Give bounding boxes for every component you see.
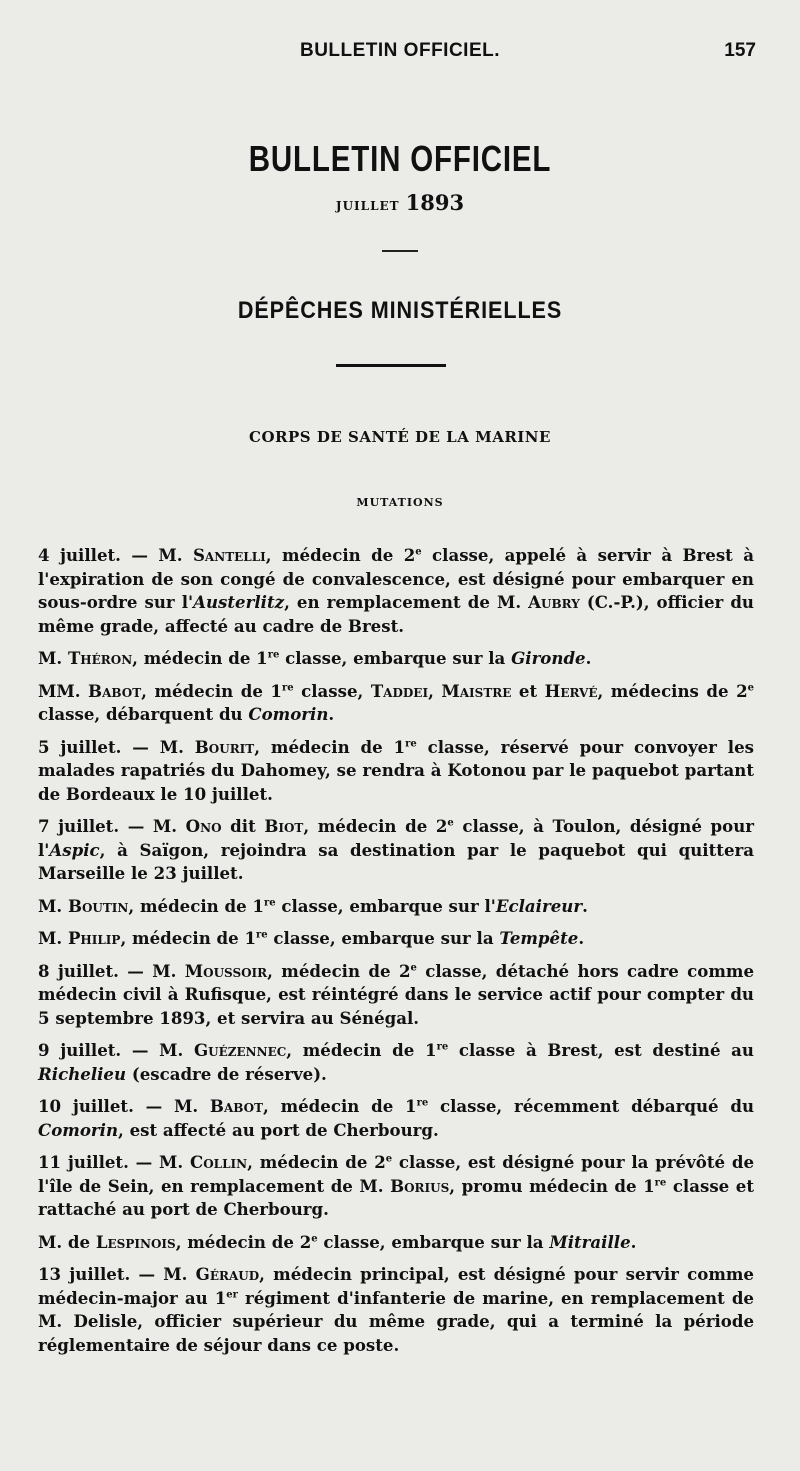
entry-text: , médecin principal, est désigné pour servir comme médecin-major au 1 [38,1264,754,1308]
ordinal-suffix: e [447,817,454,829]
entry-text: , en remplacement de M. [284,592,529,612]
running-header-title: BULLETIN OFFICIEL. [299,40,501,61]
person-name: Collin [190,1152,248,1172]
ship-name: Comorin [38,1119,119,1140]
entry-text: , à Saïgon, rejoindra sa destination par le paquebot qui quittera Marseille le 23 juillet. [38,839,754,883]
entry-text: 11 juillet. — M. [38,1152,190,1172]
entry-text: . [328,704,335,724]
ship-name: Eclaireur [495,895,583,916]
person-name: Guézennec [193,1040,287,1060]
entry-text: 13 juillet. — M. [38,1264,196,1284]
entry-text: , médecin de 1 [141,680,282,701]
masthead-month: JUILLET [335,199,400,213]
masthead-date [0,190,800,215]
short-divider [382,250,418,252]
ship-name: Tempête [499,928,579,948]
entry-text: classe, est désigné pour la prévôté de l'île de Sein, en remplacement de M. [38,1152,754,1196]
person-name: Théron [67,648,133,668]
entry-text: M. [38,895,68,916]
ship-name: Comorin [248,704,329,724]
entry-text: , promu médecin de 1 [449,1175,655,1196]
mutation-entry [38,895,754,919]
entry-text: classe, embarque sur l' [275,895,496,916]
person-name: Babot [88,680,142,701]
ordinal-suffix: e [415,546,422,558]
entry-text: classe, à Toulon, désigné pour l' [38,816,755,860]
entry-text: 5 juillet. — M. [38,736,195,757]
entry-text: M. [38,648,68,668]
entry-text: classe, embarque sur la [317,1231,550,1252]
person-name: Philip [67,928,121,948]
entry-text: , médecin de 2 [247,1152,386,1172]
ordinal-suffix: re [281,681,294,693]
entry-text: M. de [38,1231,96,1252]
page-number: 157 [724,40,756,61]
mutation-entry [38,1039,754,1086]
person-name: Moussoir [184,960,268,981]
entry-text: , médecin de 2 [267,960,411,981]
entry-text: , médecin de 2 [265,545,416,565]
ordinal-suffix: re [263,896,276,908]
entry-text: 7 juillet. — M. [38,816,186,836]
person-name: Maistre [441,680,512,701]
entry-text: , médecin de 1 [120,928,257,948]
ordinal-suffix: er [226,1288,238,1300]
entry-text: , médecin de 1 [286,1040,437,1060]
person-name: Boutin [67,895,129,916]
entry-text: classe, [293,680,371,701]
entry-text: , [428,680,442,701]
person-name: Bourit [194,736,255,757]
running-header [0,36,800,66]
entry-text: , médecin de 2 [303,816,448,836]
mutation-entry [38,1095,754,1142]
entry-text: 10 juillet. — M. [38,1096,210,1116]
mutation-entry [38,647,754,671]
ship-name: Richelieu [38,1063,127,1084]
entry-text: classe, récemment débarqué du [428,1096,755,1116]
section-title: DÉPÊCHES MINISTÉRIELLES [237,297,563,324]
mutation-entry [38,960,754,1031]
entry-text: 8 juillet. — M. [38,960,185,981]
person-name: Borius [390,1175,450,1196]
ship-name: Mitraille [549,1231,631,1252]
ordinal-suffix: e [747,681,755,693]
ordinal-suffix: re [256,929,268,941]
ordinal-suffix: e [311,1232,318,1244]
entry-text: . [630,1231,637,1252]
mutation-entries [38,544,754,1366]
entry-text: , médecin de 1 [254,736,406,757]
entry-text: classe, réservé pour convoyer les malades rapatriés du Dahomey, se rendra à Kotonou par le paquebot partant de Bordeaux le 10 juillet. [38,736,754,804]
entry-text: classe, embarque sur la [279,648,512,668]
entry-text: classe, appelé à servir à Brest à l'expiration de son congé de convalescence, est désigné pour embarquer en sous-ordre sur l' [38,545,755,612]
entry-text: , médecin de 1 [263,1096,417,1116]
entry-text: . [585,648,592,668]
mutation-entry [38,1151,754,1222]
person-name: Hervé [544,680,598,701]
person-name: Babot [209,1096,264,1116]
ordinal-suffix: re [267,649,280,661]
entry-text: classe et rattaché au port de Cherbourg. [38,1175,754,1219]
mutation-entry [38,736,754,807]
entry-text: MM. [38,680,89,701]
entry-text: classe, embarque sur la [267,928,500,948]
entry-text: 4 juillet. — M. [38,545,193,565]
entry-text: , est affecté au port de Cherbourg. [118,1119,439,1140]
entry-text: classe, détaché hors cadre comme médecin civil à Rufisque, est réintégré dans le service actif pour compter du 5 septembre 1893, et servira au Sénégal. [38,960,755,1028]
person-name: Géraud [195,1264,260,1284]
entry-text: dit [221,816,265,836]
mutation-entry [38,927,754,951]
ship-name: Aspic [49,839,100,860]
person-name: Biot [264,816,304,836]
ordinal-suffix: e [410,961,417,973]
mutation-entry [38,1231,754,1255]
entry-text: . [582,895,588,916]
person-name: Taddei [370,680,429,701]
entry-text: . [578,928,585,948]
ordinal-suffix: re [405,737,417,749]
entry-text: , médecin de 1 [128,895,264,916]
entry-text: et [511,680,545,701]
ordinal-suffix: re [436,1041,449,1053]
entry-text: , médecins de 2 [597,680,748,701]
entry-text: (C.-P.), officier du même grade, affecté au cadre de Brest. [38,592,754,636]
entry-text: classe à Brest, est destiné au [448,1040,754,1060]
entry-text: classe, débarquent du [38,704,249,724]
mutation-entry [38,544,754,638]
entry-text: régiment d'infanterie de marine, en remplacement de M. Delisle, officier supérieur du même grade, qui a terminé la période réglementaire de séjour dans ce poste. [38,1287,754,1355]
ordinal-suffix: re [416,1097,429,1109]
mutations-heading: MUTATIONS [356,496,444,509]
subsection-title: CORPS DE SANTÉ DE LA MARINE [249,428,551,446]
entry-text: , médecin de 1 [132,648,268,668]
ship-name: Austerlitz [193,592,285,612]
person-name: Ono [185,816,222,836]
ordinal-suffix: e [385,1153,393,1165]
entry-text: (escadre de réserve). [126,1063,327,1084]
entry-text: 9 juillet. — M. [38,1040,194,1060]
ordinal-suffix: re [654,1176,667,1188]
section-divider [336,364,446,367]
person-name: Lespinois [95,1231,176,1252]
entry-text: , médecin de 2 [175,1231,312,1252]
masthead-year: 1893 [405,190,465,215]
person-name: Santelli [192,545,266,565]
person-name: Aubry [528,592,580,612]
mutation-entry [38,680,754,727]
mutation-entry [38,815,754,886]
masthead-title: BULLETIN OFFICIEL [248,138,552,179]
ship-name: Gironde [511,648,586,668]
entry-text: M. [38,928,68,948]
mutation-entry [38,1263,754,1357]
